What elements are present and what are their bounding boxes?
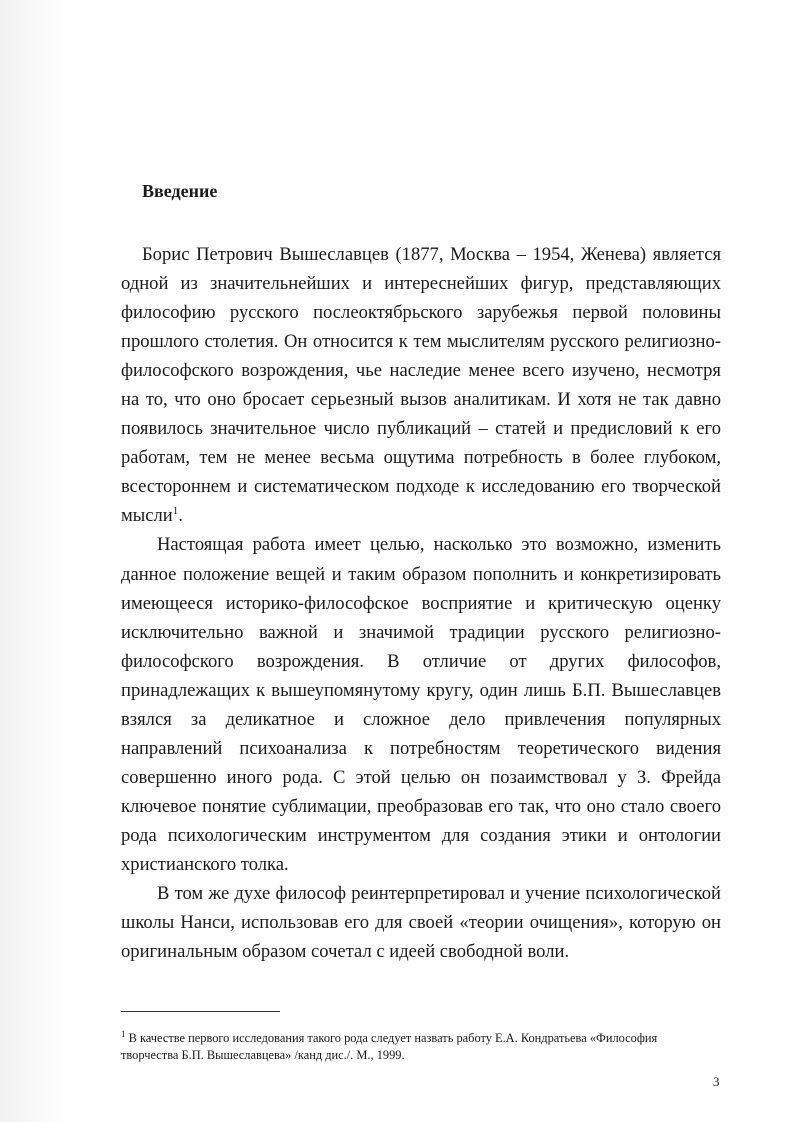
footnote-mark: 1: [121, 1028, 126, 1039]
footnote-divider: [121, 1011, 280, 1012]
footnote-reference[interactable]: 1: [172, 505, 179, 518]
page-number: 3: [713, 1074, 720, 1089]
paragraph-1: [121, 240, 721, 530]
footnote-text: В качестве первого исследования такого рода следует назвать работу Е.А. Кондратьева «Философия творчества Б.П. Вышеславцева» /канд дис./. М., 1999.: [121, 1031, 658, 1062]
paragraph-3: В том же духе философ реинтерпретировал и учение психологической школы Нанси, использовав его для своей «теории очищения», которую он оригинальным образом сочетал с идеей свободной воли.: [121, 883, 721, 963]
paragraph-1-end: .: [178, 505, 183, 527]
body-text: [121, 240, 721, 966]
section-heading: Введение: [142, 181, 218, 201]
paragraph-2: Настоящая работа имеет целью, насколько это возможно, изменить данное положение вещей и таким образом пополнить и конкретизировать имеющееся историко-философское восприятие и критическую оценку исключительно важной и значимой традиции русского религиозно-философского возрождения. В отличие от других философов, принадлежащих к вышеупомянутому кругу, один лишь Б.П. Вышеславцев взялся за деликатное и сложное дело привлечения популярных направлений психоанализа к потребностям теоретического видения совершенно иного рода. С этой целью он позаимствовал у З. Фрейда ключевое понятие сублимации, преобразовав его так, что оно стало своего рода психологическим инструментом для создания этики и онтологии христианского толка.: [121, 534, 721, 875]
footnote: [121, 1030, 681, 1064]
paragraph-1-text: Борис Петрович Вышеславцев (1877, Москва – 1954, Женева) является одной из значительнейших и интереснейших фигур, представляющих философию русского послеоктябрьского зарубежья первой половины прошлого столетия. Он относится к тем мыслителям русского религиозно-философского возрождения, чье наследие менее всего изучено, несмотря на то, что оно бросает серьезный вызов аналитикам. И хотя не так давно появилось значительное число публикаций – статей и предисловий к его работам, тем не менее весьма ощутима потребность в более глубоком, всестороннем и систематическом подходе к исследованию его творческой мысли: [121, 244, 721, 527]
